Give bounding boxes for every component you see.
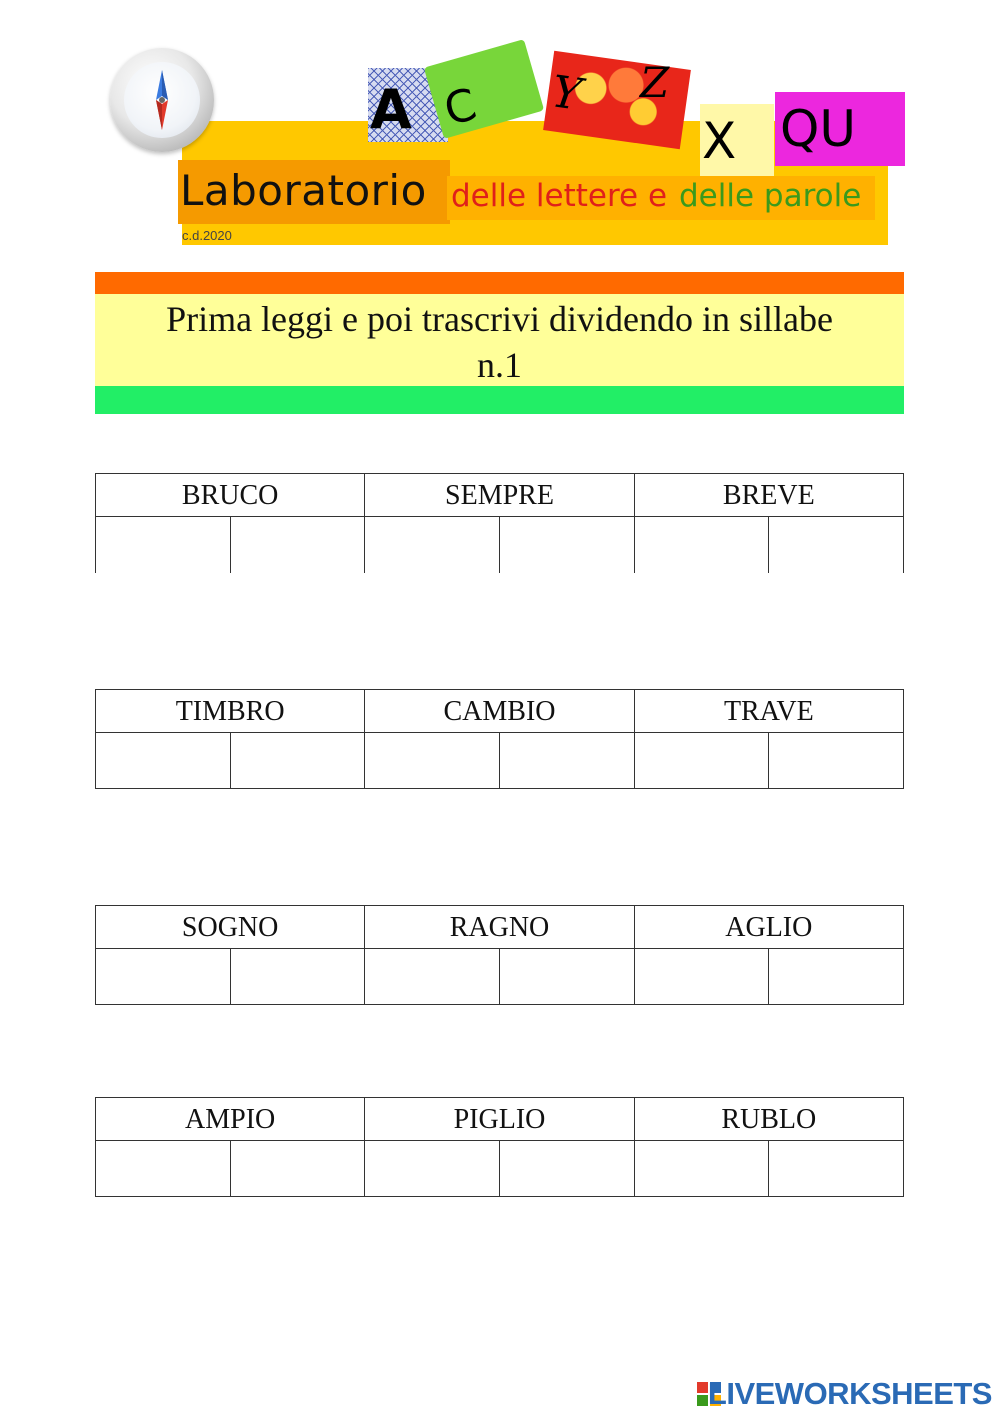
syllable-input[interactable] xyxy=(635,733,769,788)
syllable-cell xyxy=(96,949,230,1004)
word-cell: SOGNO xyxy=(181,912,279,943)
syllable-input[interactable] xyxy=(96,517,230,573)
syllable-input[interactable] xyxy=(365,1141,499,1196)
banner-bottom-stripe xyxy=(95,386,904,414)
letter-x: X xyxy=(702,112,737,170)
syllable-input[interactable] xyxy=(96,949,230,1004)
syllable-cell xyxy=(634,949,769,1004)
syllable-input[interactable] xyxy=(231,1141,365,1196)
syllable-cell xyxy=(96,517,230,573)
letter-c: C xyxy=(439,79,482,136)
syllable-cell xyxy=(768,733,903,788)
syllable-input[interactable] xyxy=(769,1141,903,1196)
word-cell: RAGNO xyxy=(364,906,633,948)
syllable-input[interactable] xyxy=(769,517,903,573)
syllable-cell xyxy=(364,949,499,1004)
syllable-cell xyxy=(499,949,634,1004)
syllable-cell xyxy=(499,733,634,788)
table-header-row xyxy=(95,689,904,733)
syllable-cell xyxy=(96,1141,230,1196)
logo-title: Laboratorio xyxy=(180,166,427,215)
answer-row xyxy=(95,733,904,789)
logo-subtitle-red: delle lettere e xyxy=(451,178,668,214)
word-cell: PIGLIO xyxy=(364,1098,633,1140)
syllable-cell xyxy=(499,517,634,573)
syllable-cell xyxy=(96,733,230,788)
syllable-cell xyxy=(364,733,499,788)
answer-row xyxy=(95,949,904,1005)
word-cell: CAMBIO xyxy=(364,690,633,732)
syllable-cell xyxy=(634,517,769,573)
syllable-input[interactable] xyxy=(231,517,365,573)
letter-y: Y xyxy=(548,66,585,121)
syllable-cell xyxy=(768,517,903,573)
syllable-cell xyxy=(230,949,365,1004)
letter-qu: QU xyxy=(780,100,856,158)
syllable-input[interactable] xyxy=(500,949,634,1004)
instruction-text xyxy=(95,296,904,388)
syllable-input[interactable] xyxy=(500,733,634,788)
syllable-table-1 xyxy=(95,473,904,573)
word-cell: AGLIO xyxy=(634,906,903,948)
word-cell: BREVE xyxy=(634,474,903,516)
syllable-cell xyxy=(230,1141,365,1196)
syllable-table-4 xyxy=(95,1097,904,1197)
table-header-row xyxy=(95,473,904,517)
syllable-input[interactable] xyxy=(769,733,903,788)
compass-icon xyxy=(110,48,214,152)
word-cell: BRUCO xyxy=(181,480,279,511)
answer-row xyxy=(95,517,904,573)
syllable-input[interactable] xyxy=(500,1141,634,1196)
table-header-row xyxy=(95,1097,904,1141)
syllable-input[interactable] xyxy=(231,733,365,788)
word-cell: TIMBRO xyxy=(175,696,285,727)
syllable-input[interactable] xyxy=(96,1141,230,1196)
word-cell: SEMPRE xyxy=(364,474,633,516)
syllable-input[interactable] xyxy=(635,949,769,1004)
syllable-input[interactable] xyxy=(365,733,499,788)
word-cell: AMPIO xyxy=(185,1104,276,1135)
syllable-cell xyxy=(768,949,903,1004)
table-header-row xyxy=(95,905,904,949)
syllable-input[interactable] xyxy=(500,517,634,573)
word-cell: TRAVE xyxy=(634,690,903,732)
letter-z: Z xyxy=(640,58,670,107)
syllable-input[interactable] xyxy=(635,517,769,573)
syllable-cell xyxy=(634,733,769,788)
banner-top-stripe xyxy=(95,272,904,294)
syllable-input[interactable] xyxy=(231,949,365,1004)
syllable-table-2 xyxy=(95,689,904,789)
syllable-cell xyxy=(230,517,365,573)
syllable-cell xyxy=(230,733,365,788)
answer-row xyxy=(95,1141,904,1197)
syllable-table-3 xyxy=(95,905,904,1005)
syllable-cell xyxy=(364,517,499,573)
syllable-input[interactable] xyxy=(635,1141,769,1196)
logo-credit: c.d.2020 xyxy=(182,228,232,243)
syllable-input[interactable] xyxy=(365,949,499,1004)
instruction-line-1: Prima leggi e poi trascrivi dividendo in sillabe xyxy=(166,299,833,339)
syllable-input[interactable] xyxy=(96,733,230,788)
syllable-cell xyxy=(364,1141,499,1196)
letter-a: A xyxy=(370,78,412,141)
syllable-cell xyxy=(768,1141,903,1196)
logo-subtitle-green: delle parole xyxy=(679,178,862,214)
word-cell: RUBLO xyxy=(634,1098,903,1140)
syllable-cell xyxy=(634,1141,769,1196)
syllable-input[interactable] xyxy=(365,517,499,573)
syllable-input[interactable] xyxy=(769,949,903,1004)
liveworksheets-brand[interactable]: LIVEWORKSHEETS xyxy=(707,1376,992,1411)
syllable-cell xyxy=(499,1141,634,1196)
instruction-line-2: n.1 xyxy=(477,345,522,385)
